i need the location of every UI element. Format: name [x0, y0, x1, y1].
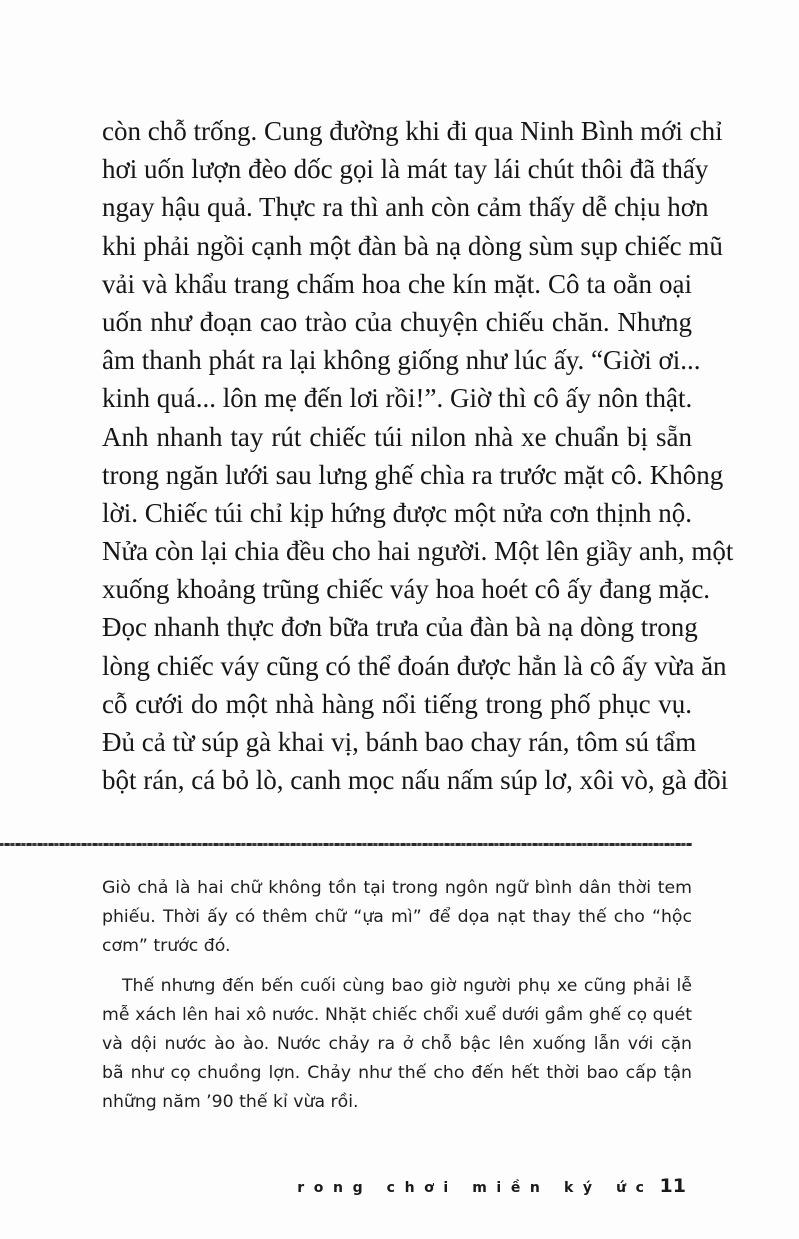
body-line: kinh quá... lôn mẹ đến lơi rồi!”. Giờ thì cô ấy nôn thật. — [102, 383, 693, 414]
body-line: ngay hậu quả. Thực ra thì anh còn cảm thấy dễ chịu hơn — [102, 192, 709, 223]
body-line: cỗ cưới do một nhà hàng nổi tiếng trong phố phục vụ. — [102, 688, 692, 719]
note-line: phiếu. Thời ấy có thêm chữ “ựa mì” để dọa nạt thay thế cho “hộc — [102, 907, 692, 927]
body-line: hơi uốn lượn đèo dốc gọi là mát tay lái chút thôi đã thấy — [102, 154, 709, 185]
body-line: Anh nhanh tay rút chiếc túi nilon nhà xe chuẩn bị sẵn — [102, 421, 692, 452]
body-line: âm thanh phát ra lại không giống như lúc ấy. “Giời ơi... — [102, 345, 701, 376]
note-line: cơm” trước đó. — [102, 936, 231, 956]
body-line: uốn như đoạn cao trào của chuyện chiếu chăn. Nhưng — [102, 306, 692, 337]
note-line: bã như cọ chuồng lợn. Chảy như thế cho đến hết thời bao cấp tận — [102, 1063, 692, 1083]
note-line: và dội nước ào ào. Nước chảy ra ở chỗ bậc lên xuống lẫn với cặn — [102, 1034, 692, 1054]
main-body-text — [102, 112, 734, 799]
body-line: Đọc nhanh thực đơn bữa trưa của đàn bà nạ dòng trong — [102, 612, 698, 643]
body-line: khi phải ngồi cạnh một đàn bà nạ dòng sùm sụp chiếc mũ — [102, 230, 723, 261]
body-line: vải và khẩu trang chấm hoa che kín mặt. Cô ta oằn oại — [102, 268, 692, 299]
body-line: còn chỗ trống. Cung đường khi đi qua Ninh Bình mới chỉ — [102, 116, 723, 146]
note-line: Giò chả là hai chữ không tồn tại trong ngôn ngữ bình dân thời tem — [102, 878, 692, 898]
note-line: Thế nhưng đến bến cuối cùng bao giờ người phụ xe cũng phải lễ — [122, 976, 692, 996]
notes-section — [102, 874, 692, 1117]
body-line: Nửa còn lại chia đều cho hai người. Một lên giầy anh, một — [102, 536, 734, 567]
note-paragraph — [102, 874, 692, 961]
running-title: rong chơi miền ký ức — [297, 1180, 654, 1196]
body-line: lời. Chiếc túi chỉ kịp hứng được một nửa cơn thịnh nộ. — [102, 497, 692, 528]
body-line: trong ngăn lưới sau lưng ghế chìa ra trước mặt cô. Không — [102, 459, 724, 490]
body-line: lòng chiếc váy cũng có thể đoán được hẳn là cô ấy vừa ăn — [102, 650, 727, 681]
note-paragraph — [102, 972, 692, 1117]
body-line: Đủ cả từ súp gà khai vị, bánh bao chay rán, tôm sú tẩm — [102, 727, 697, 757]
page-footer — [297, 1175, 686, 1205]
note-line: mễ xách lên hai xô nước. Nhặt chiếc chổi xuể dưới gầm ghế cọ quét — [102, 1005, 692, 1025]
body-line: bột rán, cá bỏ lò, canh mọc nấu nấm súp lơ, xôi vò, gà đồi — [102, 765, 729, 796]
section-divider — [0, 843, 692, 846]
note-line: những năm ’90 thế kỉ vừa rồi. — [102, 1092, 359, 1112]
body-line: xuống khoảng trũng chiếc váy hoa hoét cô ấy đang mặc. — [102, 574, 711, 605]
page-number: 11 — [659, 1175, 686, 1197]
